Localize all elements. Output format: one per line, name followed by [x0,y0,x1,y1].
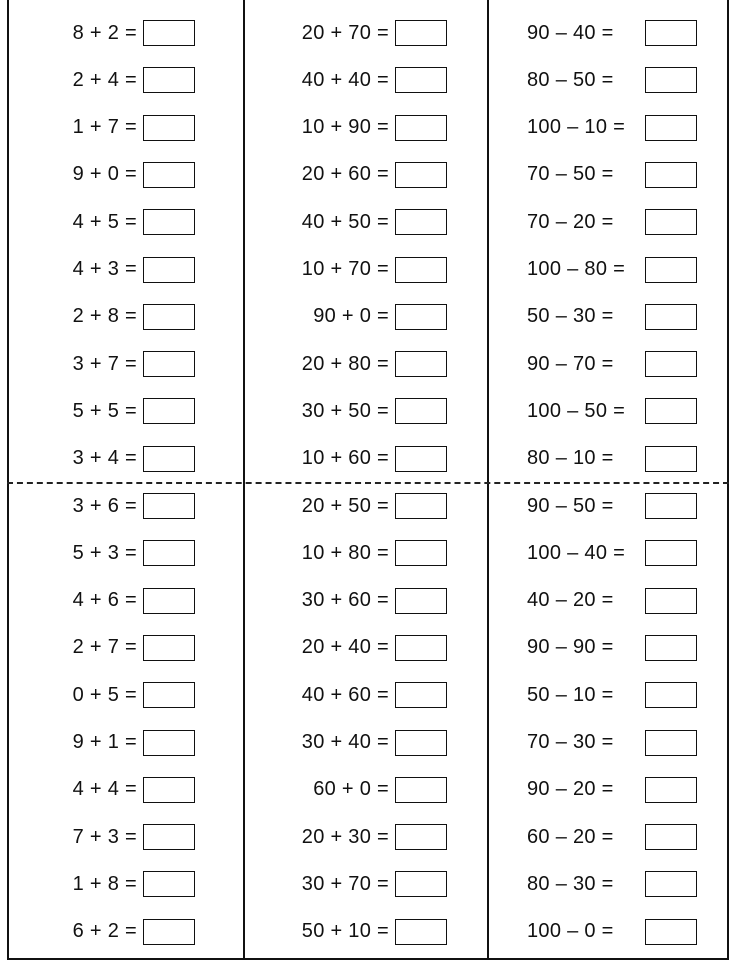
equation: 30 + 60 = [301,589,389,612]
answer-box[interactable] [645,162,697,188]
equation: 50 – 30 = [527,305,614,328]
problem-row [489,538,727,568]
answer-box[interactable] [395,540,447,566]
equation: 100 – 10 = [527,116,626,139]
answer-box[interactable] [645,682,697,708]
right-border [727,0,729,960]
answer-box[interactable] [143,540,195,566]
answer-box[interactable] [143,919,195,945]
equation: 30 + 70 = [301,872,389,895]
problem-row [489,917,727,947]
answer-box[interactable] [143,446,195,472]
equation: 0 + 5 = [72,683,137,706]
answer-box[interactable] [143,398,195,424]
equation: 1 + 7 = [72,116,137,139]
answer-box[interactable] [395,682,447,708]
problem-row [245,680,487,710]
answer-box[interactable] [143,493,195,519]
answer-box[interactable] [143,682,195,708]
equation: 50 – 10 = [527,683,614,706]
equation: 3 + 7 = [72,352,137,375]
problem-row [489,113,727,143]
problem-row [9,396,243,426]
answer-box[interactable] [395,351,447,377]
answer-box[interactable] [143,730,195,756]
problem-row [489,775,727,805]
equation: 30 + 40 = [301,731,389,753]
equation: 30 + 50 = [301,399,389,422]
answer-box[interactable] [143,777,195,803]
equation: 10 + 60 = [301,447,389,470]
equation: 90 – 20 = [527,778,614,801]
problem-row [245,207,487,237]
equation: 20 + 30 = [301,825,389,848]
problem-row [489,255,727,285]
equation: 2 + 8 = [72,305,137,328]
problem-row [245,775,487,805]
answer-box[interactable] [645,209,697,235]
worksheet [7,0,729,959]
answer-box[interactable] [645,635,697,661]
problem-row [9,207,243,237]
equation: 20 + 70 = [301,21,389,44]
problem-row [9,255,243,285]
problem-row [9,18,243,48]
problem-row [9,444,243,474]
problem-row [489,680,727,710]
answer-box[interactable] [143,257,195,283]
problem-row [489,728,727,758]
problem-row [245,869,487,899]
problem-row [245,255,487,285]
answer-box[interactable] [395,304,447,330]
answer-box[interactable] [395,20,447,46]
equation: 5 + 3 = [72,541,137,564]
answer-box[interactable] [143,351,195,377]
equation: 70 – 30 = [527,731,614,753]
left-border [7,0,9,960]
answer-box[interactable] [645,588,697,614]
problem-row [489,586,727,616]
equation: 60 – 20 = [527,825,614,848]
problem-row [245,113,487,143]
answer-box[interactable] [645,540,697,566]
equation: 20 + 80 = [301,352,389,375]
equation: 90 + 0 = [313,305,389,328]
equation: 80 – 30 = [527,872,614,895]
answer-box[interactable] [395,67,447,93]
equation: 40 + 60 = [301,683,389,706]
answer-box[interactable] [143,209,195,235]
answer-box[interactable] [395,493,447,519]
answer-box[interactable] [395,919,447,945]
equation: 6 + 2 = [72,920,137,943]
problem-row [9,160,243,190]
answer-box[interactable] [645,871,697,897]
problem-row [9,113,243,143]
equation: 10 + 90 = [301,116,389,139]
answer-box[interactable] [645,446,697,472]
problem-row [489,160,727,190]
answer-box[interactable] [645,351,697,377]
answer-box[interactable] [395,824,447,850]
problem-row [245,160,487,190]
answer-box[interactable] [645,304,697,330]
problem-row [245,444,487,474]
equation: 90 – 40 = [527,21,614,44]
problem-row [9,869,243,899]
problem-row [9,822,243,852]
answer-box[interactable] [395,588,447,614]
equation: 80 – 10 = [527,447,614,470]
equation: 20 + 40 = [301,636,389,659]
problem-row [9,775,243,805]
equation: 4 + 6 = [72,589,137,612]
equation: 10 + 70 = [301,258,389,280]
problem-row [245,18,487,48]
answer-box[interactable] [395,209,447,235]
answer-box[interactable] [395,777,447,803]
equation: 90 – 90 = [527,636,614,659]
dashed-section-divider [7,482,729,484]
answer-box[interactable] [645,257,697,283]
equation: 70 – 20 = [527,210,614,233]
problem-row [489,822,727,852]
answer-box[interactable] [395,635,447,661]
problem-row [9,633,243,663]
equation: 60 + 0 = [313,778,389,801]
problem-row [9,349,243,379]
problem-row [245,586,487,616]
problem-row [9,728,243,758]
answer-box[interactable] [143,824,195,850]
problem-row [489,633,727,663]
problem-row [9,538,243,568]
answer-box[interactable] [143,67,195,93]
problem-row [245,491,487,521]
equation: 8 + 2 = [72,21,137,44]
problem-row [245,302,487,332]
answer-box[interactable] [395,398,447,424]
problem-row [245,728,487,758]
problem-row [9,917,243,947]
problem-row [9,491,243,521]
equation: 4 + 3 = [72,258,137,280]
equation: 9 + 0 = [72,163,137,186]
problem-row [245,538,487,568]
answer-box[interactable] [395,257,447,283]
problem-row [489,396,727,426]
answer-box[interactable] [645,777,697,803]
equation: 7 + 3 = [72,825,137,848]
answer-box[interactable] [395,446,447,472]
problem-row [245,349,487,379]
problem-row [489,491,727,521]
equation: 100 – 0 = [527,920,614,943]
answer-box[interactable] [645,115,697,141]
answer-box[interactable] [143,304,195,330]
problem-row [9,586,243,616]
answer-box[interactable] [645,398,697,424]
equation: 40 + 40 = [301,68,389,91]
equation: 4 + 5 = [72,210,137,233]
equation: 2 + 4 = [72,68,137,91]
equation: 90 – 70 = [527,352,614,375]
equation: 50 + 10 = [301,920,389,943]
answer-box[interactable] [143,635,195,661]
equation: 40 – 20 = [527,589,614,612]
bottom-border [7,958,729,960]
answer-box[interactable] [395,115,447,141]
equation: 100 – 50 = [527,399,626,422]
equation: 80 – 50 = [527,68,614,91]
equation: 20 + 60 = [301,163,389,186]
problem-row [489,444,727,474]
equation: 10 + 80 = [301,541,389,564]
problem-row [9,65,243,95]
answer-box[interactable] [143,588,195,614]
equation: 70 – 50 = [527,163,614,186]
column-divider-1 [243,0,245,960]
column-divider-2 [487,0,489,960]
equation: 3 + 6 = [72,494,137,517]
problem-row [245,917,487,947]
equation: 100 – 80 = [527,258,626,280]
problem-row [489,349,727,379]
problem-row [9,680,243,710]
equation: 20 + 50 = [301,494,389,517]
answer-box[interactable] [645,824,697,850]
problem-row [489,18,727,48]
answer-box[interactable] [645,730,697,756]
answer-box[interactable] [645,67,697,93]
answer-box[interactable] [395,162,447,188]
answer-box[interactable] [395,871,447,897]
answer-box[interactable] [645,493,697,519]
problem-row [245,65,487,95]
answer-box[interactable] [143,162,195,188]
equation: 100 – 40 = [527,541,626,564]
equation: 2 + 7 = [72,636,137,659]
answer-box[interactable] [143,871,195,897]
problem-row [245,633,487,663]
answer-box[interactable] [143,115,195,141]
equation: 5 + 5 = [72,399,137,422]
equation: 40 + 50 = [301,210,389,233]
answer-box[interactable] [645,20,697,46]
problem-row [489,207,727,237]
answer-box[interactable] [143,20,195,46]
problem-row [9,302,243,332]
problem-row [245,822,487,852]
problem-row [489,65,727,95]
answer-box[interactable] [395,730,447,756]
answer-box[interactable] [645,919,697,945]
equation: 90 – 50 = [527,494,614,517]
problem-row [489,302,727,332]
equation: 4 + 4 = [72,778,137,801]
problem-row [245,396,487,426]
problem-row [489,869,727,899]
equation: 1 + 8 = [72,872,137,895]
equation: 3 + 4 = [72,447,137,470]
equation: 9 + 1 = [72,731,137,753]
